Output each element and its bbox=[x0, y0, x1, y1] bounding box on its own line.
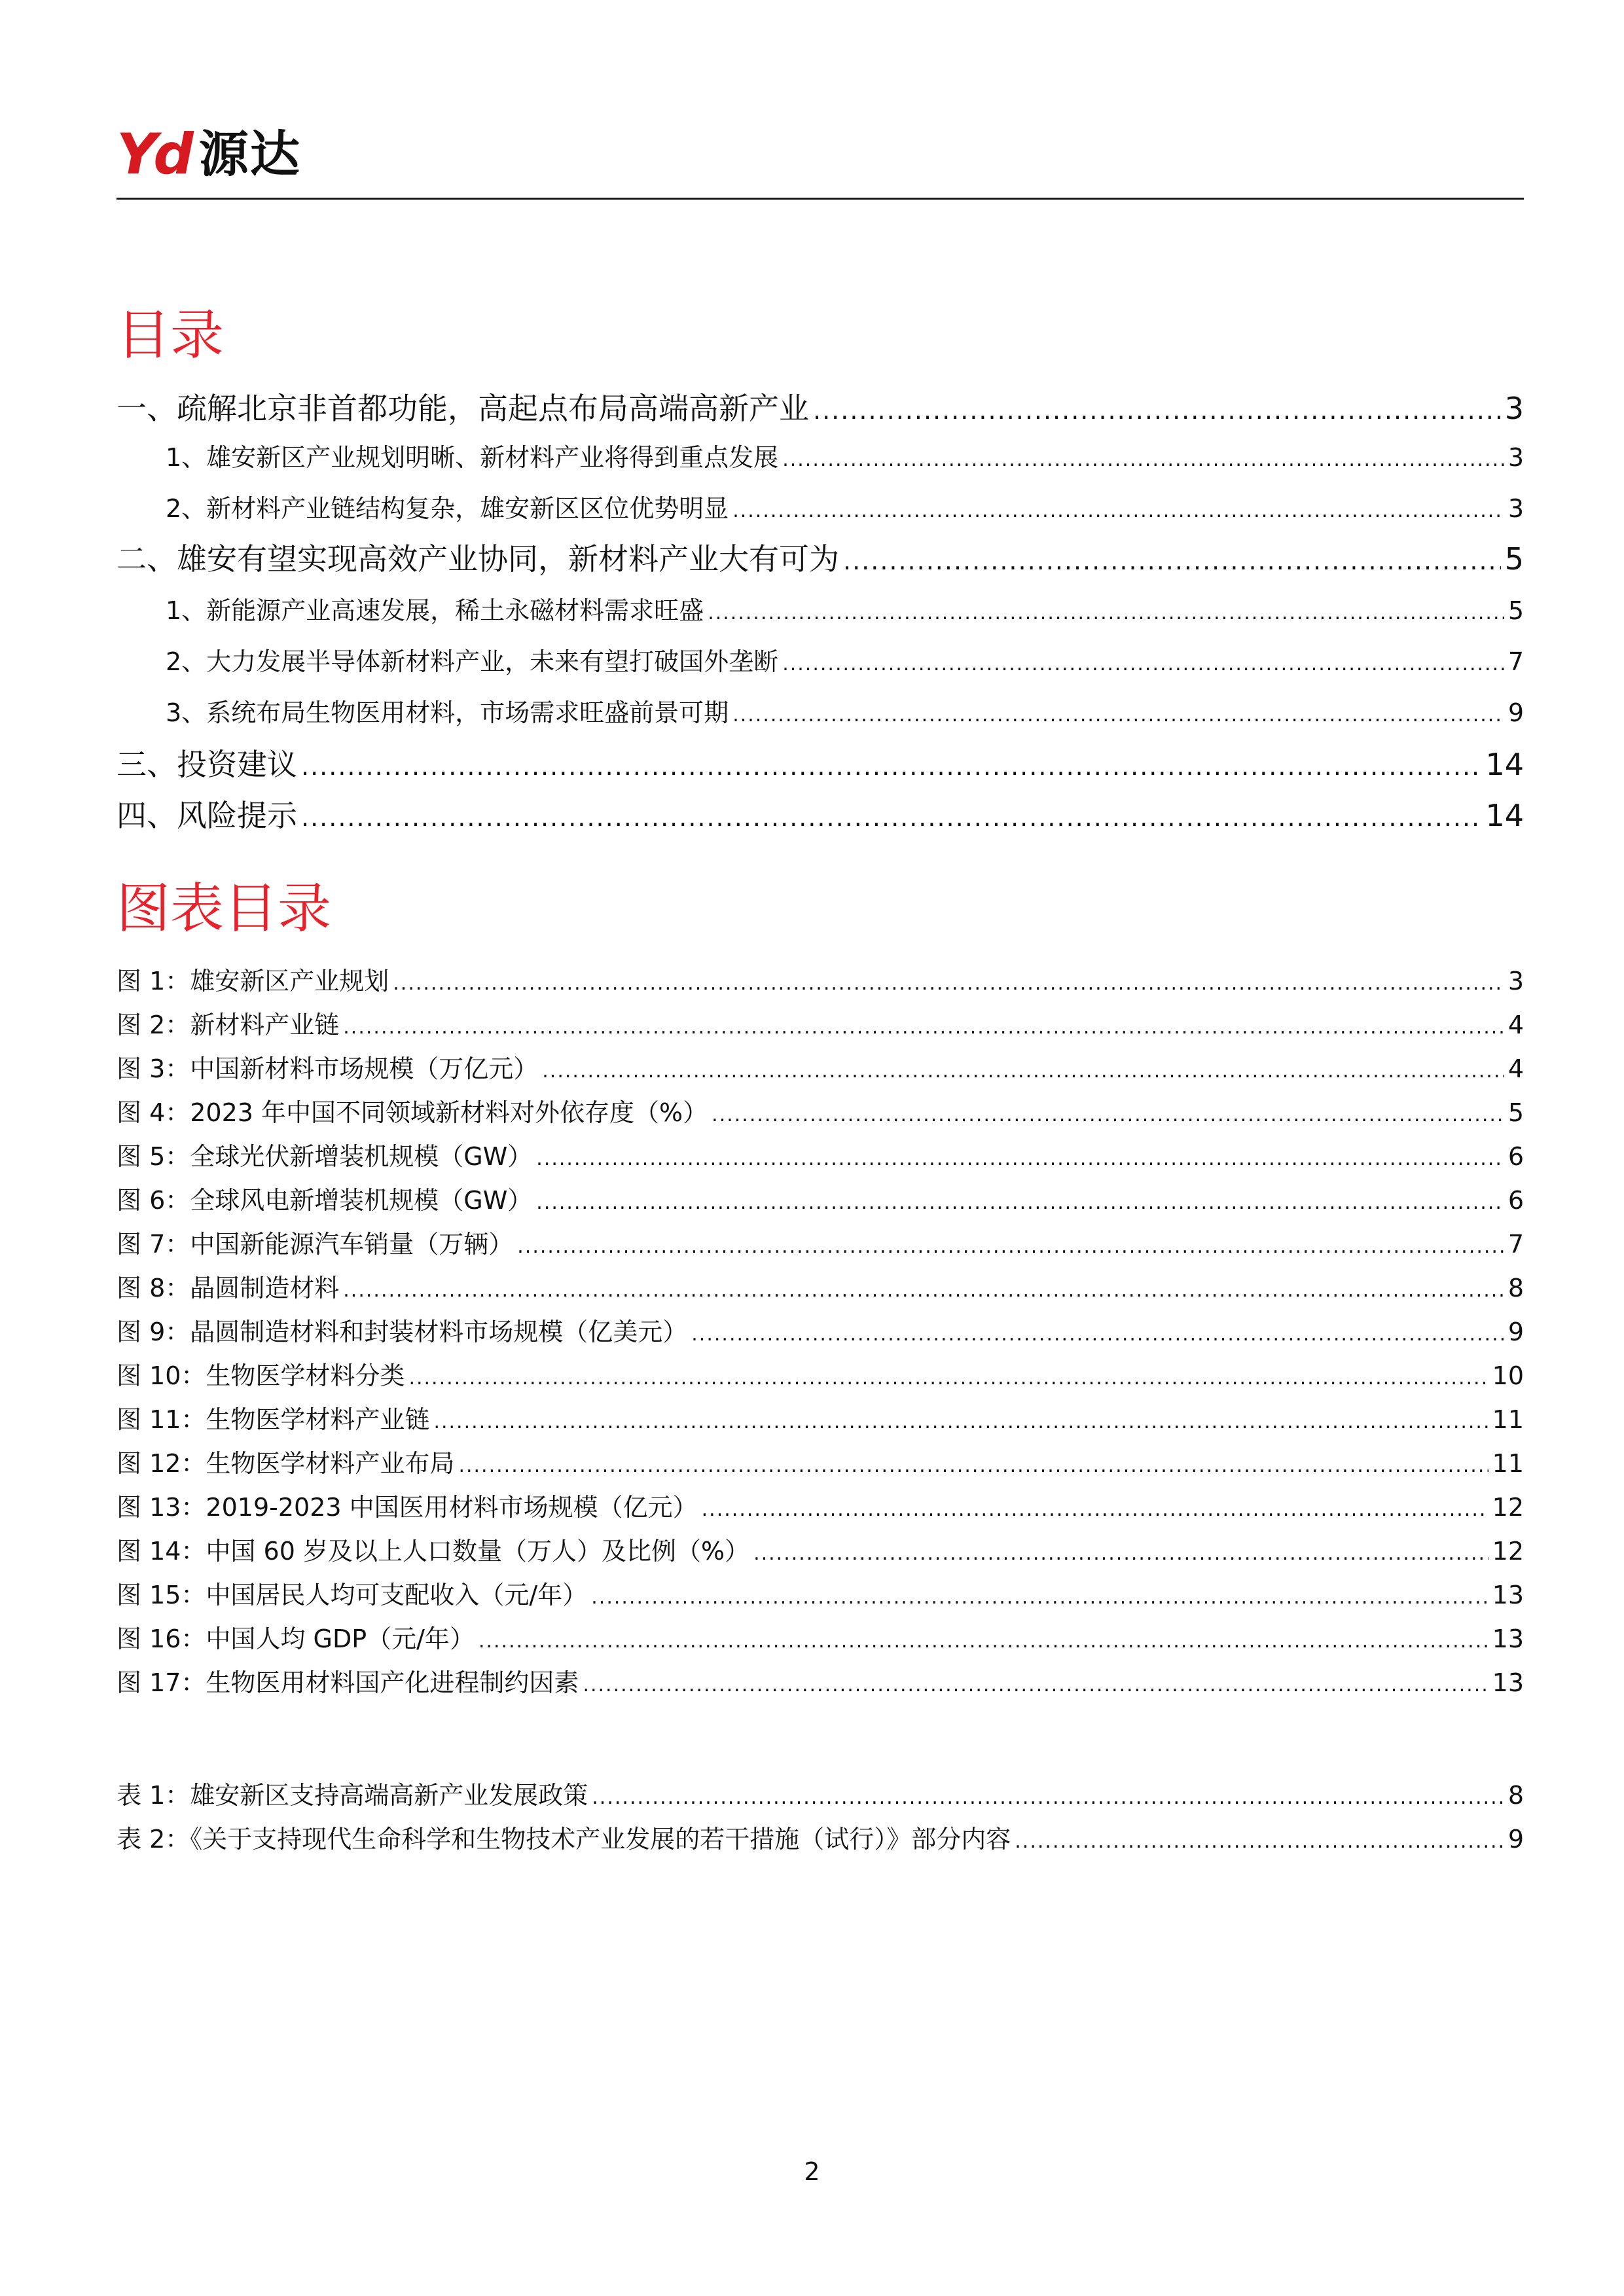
figure-entry-page: 9 bbox=[1507, 1318, 1524, 1346]
figure-entry[interactable] bbox=[117, 961, 1524, 995]
table-entry-label: 表 2：《关于支持现代生命科学和生物技术产业发展的若干措施（试行）》部分内容 bbox=[117, 1825, 1011, 1854]
figure-entry[interactable] bbox=[117, 1092, 1524, 1126]
dot-leader bbox=[782, 448, 1504, 471]
page-number: 2 bbox=[804, 2157, 820, 2186]
figure-entry-label: 图 13：2019-2023 中国医用材料市场规模（亿元） bbox=[117, 1493, 698, 1522]
toc-entry-page: 7 bbox=[1507, 647, 1524, 676]
figure-entry-page: 12 bbox=[1492, 1537, 1524, 1566]
dot-leader bbox=[591, 1586, 1488, 1609]
toc-entry-page: 14 bbox=[1485, 747, 1524, 782]
dot-leader bbox=[343, 1279, 1504, 1302]
dot-leader bbox=[691, 1323, 1504, 1346]
toc-entry-page: 3 bbox=[1507, 443, 1524, 472]
figure-entry-label: 图 9：晶圆制造材料和封装材料市场规模（亿美元） bbox=[117, 1318, 688, 1346]
toc-entry[interactable] bbox=[117, 488, 1524, 522]
figure-entry[interactable] bbox=[117, 1443, 1524, 1477]
figure-entry-page: 11 bbox=[1492, 1405, 1524, 1434]
figure-entry[interactable] bbox=[117, 1399, 1524, 1433]
figure-entry-label: 图 8：晶圆制造材料 bbox=[117, 1274, 340, 1302]
toc-entry-label: 一、疏解北京非首都功能，高起点布局高端高新产业 bbox=[117, 391, 809, 426]
toc-entry[interactable] bbox=[117, 641, 1524, 675]
table-entry-page: 9 bbox=[1507, 1825, 1524, 1854]
logo-text: 源达 bbox=[198, 125, 301, 183]
toc-entry[interactable] bbox=[117, 792, 1524, 831]
toc-entry-label: 2、大力发展半导体新材料产业，未来有望打破国外垄断 bbox=[166, 647, 779, 676]
dot-leader bbox=[712, 1103, 1504, 1126]
figure-entry[interactable] bbox=[117, 1619, 1524, 1653]
company-logo bbox=[117, 122, 301, 187]
figure-index-title: 图表目录 bbox=[117, 878, 332, 940]
figure-entry-label: 图 7：中国新能源汽车销量（万辆） bbox=[117, 1230, 514, 1259]
figure-entry[interactable] bbox=[117, 1005, 1524, 1039]
toc-entry-page: 3 bbox=[1504, 391, 1524, 426]
figure-entry-page: 3 bbox=[1507, 967, 1524, 996]
figure-entry-label: 图 3：中国新材料市场规模（万亿元） bbox=[117, 1054, 539, 1083]
toc-entry[interactable] bbox=[117, 535, 1524, 575]
figure-entry-page: 4 bbox=[1507, 1054, 1524, 1083]
dot-leader bbox=[592, 1786, 1504, 1809]
toc-entry[interactable] bbox=[117, 385, 1524, 424]
figure-entry-label: 图 16：中国人均 GDP（元/年） bbox=[117, 1624, 475, 1653]
logo-mark-text: Yd bbox=[117, 122, 190, 187]
logo-mark bbox=[117, 122, 190, 187]
figure-entry[interactable] bbox=[117, 1487, 1524, 1521]
toc-entry-label: 1、雄安新区产业规划明晰、新材料产业将得到重点发展 bbox=[166, 443, 779, 472]
toc-entry-page: 14 bbox=[1485, 798, 1524, 833]
dot-leader bbox=[1015, 1830, 1504, 1853]
dot-leader bbox=[843, 547, 1501, 575]
figure-entry[interactable] bbox=[117, 1180, 1524, 1214]
dot-leader bbox=[433, 1410, 1488, 1433]
figure-entry-label: 图 14：中国 60 岁及以上人口数量（万人）及比例（%） bbox=[117, 1537, 750, 1566]
figure-entry[interactable] bbox=[117, 1049, 1524, 1083]
toc-entry-label: 1、新能源产业高速发展，稀土永磁材料需求旺盛 bbox=[166, 596, 704, 625]
toc-entry-label: 三、投资建议 bbox=[117, 747, 297, 782]
figure-entry-label: 图 12：生物医学材料产业布局 bbox=[117, 1449, 455, 1478]
dot-leader bbox=[813, 396, 1501, 425]
figure-entry[interactable] bbox=[117, 1224, 1524, 1258]
dot-leader bbox=[732, 704, 1504, 726]
dot-leader bbox=[343, 1016, 1504, 1039]
figure-entry-label: 图 4：2023 年中国不同领域新材料对外依存度（%） bbox=[117, 1098, 708, 1127]
figure-entry[interactable] bbox=[117, 1268, 1524, 1302]
toc-entry[interactable] bbox=[117, 437, 1524, 471]
toc-entry-label: 二、雄安有望实现高效产业协同，新材料产业大有可为 bbox=[117, 541, 839, 577]
dot-leader bbox=[542, 1060, 1504, 1083]
figure-entry-page: 7 bbox=[1507, 1230, 1524, 1259]
figure-entry-label: 图 11：生物医学材料产业链 bbox=[117, 1405, 430, 1434]
figure-entry-label: 图 1：雄安新区产业规划 bbox=[117, 967, 389, 996]
dot-leader bbox=[536, 1191, 1504, 1214]
toc-title: 目录 bbox=[117, 304, 225, 367]
toc-entry[interactable] bbox=[117, 692, 1524, 726]
toc-entry-page: 5 bbox=[1507, 596, 1524, 625]
figure-entry-page: 13 bbox=[1492, 1668, 1524, 1697]
figure-entry[interactable] bbox=[117, 1136, 1524, 1170]
figure-entry-label: 图 17：生物医用材料国产化进程制约因素 bbox=[117, 1668, 579, 1697]
figure-entry-page: 10 bbox=[1492, 1361, 1524, 1390]
header-divider bbox=[117, 198, 1524, 200]
toc-entry-label: 2、新材料产业链结构复杂，雄安新区区位优势明显 bbox=[166, 494, 729, 523]
dot-leader bbox=[732, 499, 1504, 522]
dot-leader bbox=[408, 1367, 1488, 1390]
figure-entry[interactable] bbox=[117, 1531, 1524, 1565]
figure-entry-page: 11 bbox=[1492, 1449, 1524, 1478]
figure-entry-page: 8 bbox=[1507, 1274, 1524, 1302]
dot-leader bbox=[536, 1147, 1504, 1170]
dot-leader bbox=[301, 752, 1481, 781]
figure-entry-page: 13 bbox=[1492, 1581, 1524, 1609]
dot-leader bbox=[393, 972, 1504, 995]
figure-entry-page: 6 bbox=[1507, 1142, 1524, 1171]
figure-entry-page: 13 bbox=[1492, 1624, 1524, 1653]
toc-entry[interactable] bbox=[117, 590, 1524, 624]
dot-leader bbox=[478, 1630, 1489, 1653]
figure-entry-page: 12 bbox=[1492, 1493, 1524, 1522]
dot-leader bbox=[708, 601, 1504, 624]
figure-entry[interactable] bbox=[117, 1575, 1524, 1609]
dot-leader bbox=[517, 1235, 1504, 1258]
toc-entry-page: 9 bbox=[1507, 698, 1524, 727]
toc-entry-page: 5 bbox=[1504, 541, 1524, 577]
figure-entry[interactable] bbox=[117, 1355, 1524, 1390]
figure-entry-label: 图 10：生物医学材料分类 bbox=[117, 1361, 405, 1390]
dot-leader bbox=[301, 803, 1481, 832]
table-entry[interactable] bbox=[117, 1775, 1524, 1809]
figure-entry-page: 5 bbox=[1507, 1098, 1524, 1127]
figure-entry-label: 图 2：新材料产业链 bbox=[117, 1011, 340, 1039]
toc-entry-page: 3 bbox=[1507, 494, 1524, 523]
table-entry-page: 8 bbox=[1507, 1781, 1524, 1810]
dot-leader bbox=[753, 1542, 1489, 1565]
dot-leader bbox=[583, 1674, 1488, 1696]
figure-entry-label: 图 5：全球光伏新增装机规模（GW） bbox=[117, 1142, 533, 1171]
dot-leader bbox=[702, 1498, 1489, 1521]
dot-leader bbox=[458, 1454, 1488, 1477]
dot-leader bbox=[782, 653, 1504, 675]
figure-entry-page: 4 bbox=[1507, 1011, 1524, 1039]
table-entry[interactable] bbox=[117, 1819, 1524, 1853]
toc-entry-label: 四、风险提示 bbox=[117, 798, 297, 833]
figure-entry-page: 6 bbox=[1507, 1186, 1524, 1215]
figure-entry[interactable] bbox=[117, 1662, 1524, 1696]
figure-entry-label: 图 15：中国居民人均可支配收入（元/年） bbox=[117, 1581, 588, 1609]
toc-entry-label: 3、系统布局生物医用材料，市场需求旺盛前景可期 bbox=[166, 698, 729, 727]
toc-entry[interactable] bbox=[117, 741, 1524, 780]
table-entry-label: 表 1：雄安新区支持高端高新产业发展政策 bbox=[117, 1781, 588, 1810]
figure-entry[interactable] bbox=[117, 1312, 1524, 1346]
figure-entry-label: 图 6：全球风电新增装机规模（GW） bbox=[117, 1186, 533, 1215]
